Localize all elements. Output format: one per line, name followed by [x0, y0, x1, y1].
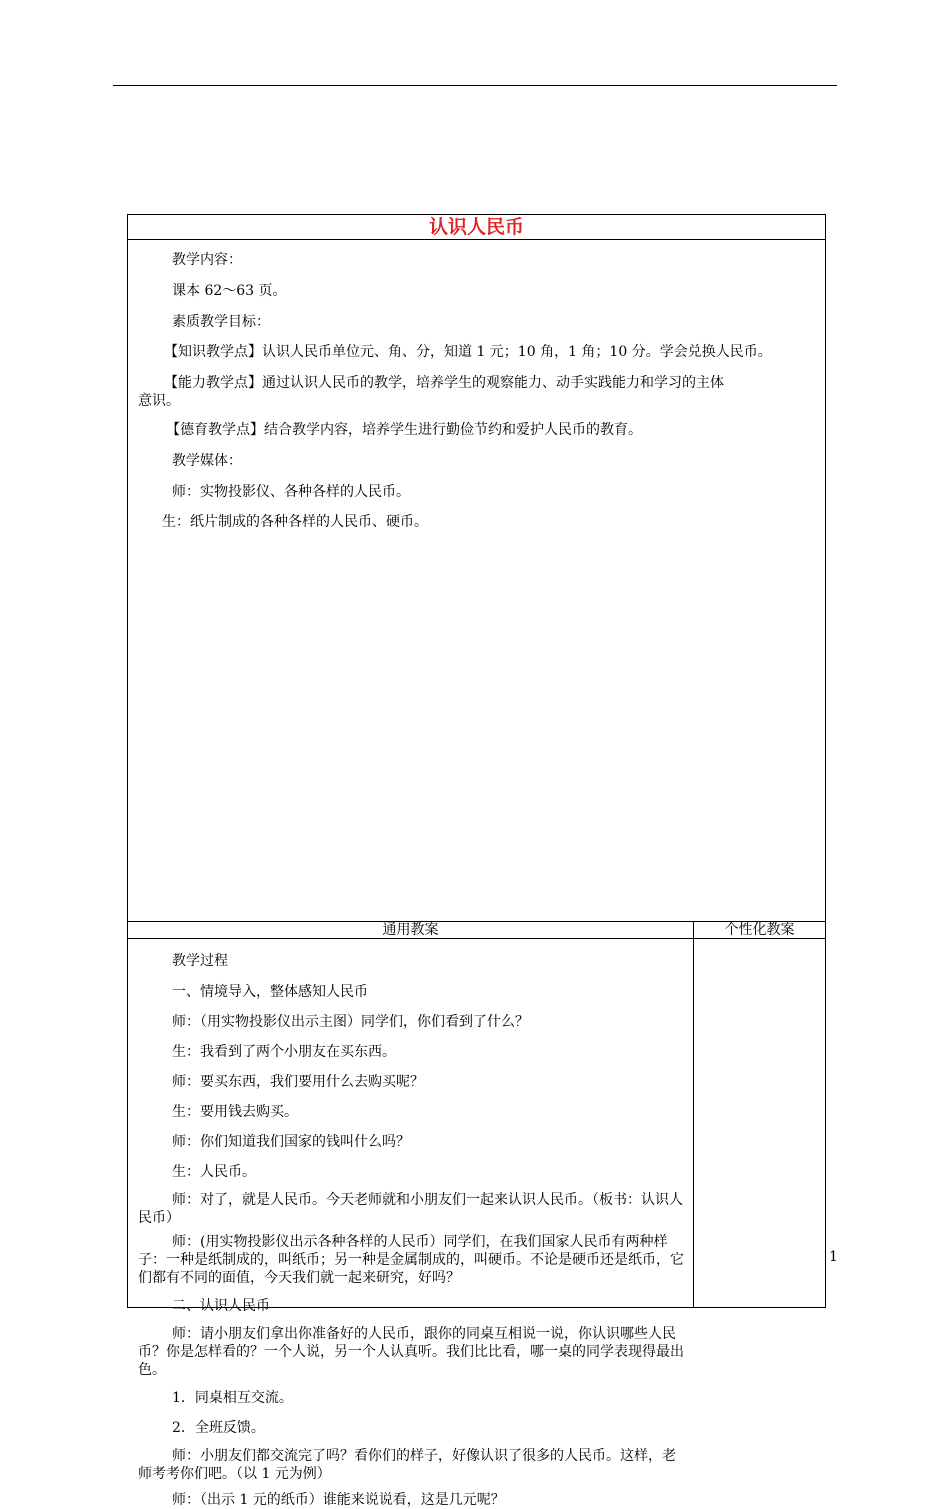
page-title: 认识人民币 [428, 216, 524, 238]
process-line: 生：我看到了两个小朋友在买东西。 [172, 1044, 396, 1060]
intro-section [128, 240, 825, 922]
media-label: 教学媒体： [172, 453, 242, 469]
content-label: 教学内容： [172, 252, 242, 268]
process-paragraph: 师：对了，就是人民币。今天老师就和小朋友们一起来认识人民币。（板书：认识人民币） [138, 1192, 683, 1226]
goals-label: 素质教学目标： [172, 314, 270, 330]
ability-point-line2: 意识。 [138, 393, 180, 409]
process-line: 师：要买东西，我们要用什么去购买呢？ [172, 1074, 424, 1090]
title-row [128, 215, 825, 240]
process-paragraph: 师：小朋友们都交流完了吗？看你们的样子，好像认识了很多的人民币。这样，老师考考你们吧。（以 1 元为例） [138, 1448, 676, 1482]
page-number: 1 [829, 1249, 838, 1265]
process-line: 2．全班反馈。 [172, 1420, 265, 1436]
student-media: 生：纸片制成的各种各样的人民币、硬币。 [162, 514, 428, 530]
lesson-plan-table [127, 214, 826, 1508]
process-line: 生：要用钱去购买。 [172, 1104, 298, 1120]
knowledge-point: 【知识教学点】认识人民币单位元、角、分，知道 1 元；10 角，1 角；10 分。学会兑换人民币。 [164, 344, 772, 360]
teacher-media: 师：实物投影仪、各种各样的人民币。 [172, 484, 410, 500]
process-line: 一、情境导入，整体感知人民币 [172, 984, 368, 1000]
process-line: 1．同桌相互交流。 [172, 1390, 293, 1406]
general-plan-heading: 通用教案 [382, 922, 439, 938]
header-rule [113, 85, 837, 86]
process-line: 师：你们知道我们国家的钱叫什么吗？ [172, 1134, 410, 1150]
column-header-divider [128, 938, 825, 939]
process-paragraph: 师：(用实物投影仪出示各种各样的人民币）同学们，在我们国家人民币有两种样子：一种是纸制成的，叫纸币；另一种是金属制成的，叫硬币。不论是硬币还是纸币，它们都有不同的面值，今天我们就一起来研究，好吗？ [138, 1234, 684, 1286]
moral-point: 【德育教学点】结合教学内容，培养学生进行勤俭节约和爱护人民币的教育。 [166, 422, 642, 438]
process-paragraph: 师：请小朋友们拿出你准备好的人民币，跟你的同桌互相说一说，你认识哪些人民币？你是怎样看的？一个人说，另一个人认真听。我们比比看，哪一桌的同学表现得最出色。 [138, 1326, 684, 1378]
process-line: 生：人民币。 [172, 1164, 256, 1180]
process-line: 师：（用实物投影仪出示主图）同学们，你们看到了什么？ [172, 1014, 529, 1030]
process-heading: 教学过程 [172, 953, 228, 969]
personal-plan-heading: 个性化教案 [724, 922, 795, 938]
process-line: 师：（出示 1 元的纸币）谁能来说说看，这是几元呢？ [172, 1492, 505, 1508]
process-section-heading: 二、认识人民币 [172, 1298, 270, 1314]
content-text: 课本 62～63 页。 [172, 283, 287, 299]
column-divider [693, 922, 694, 1308]
ability-point-line1: 【能力教学点】通过认识人民币的教学，培养学生的观察能力、动手实践能力和学习的主体 [164, 375, 724, 391]
